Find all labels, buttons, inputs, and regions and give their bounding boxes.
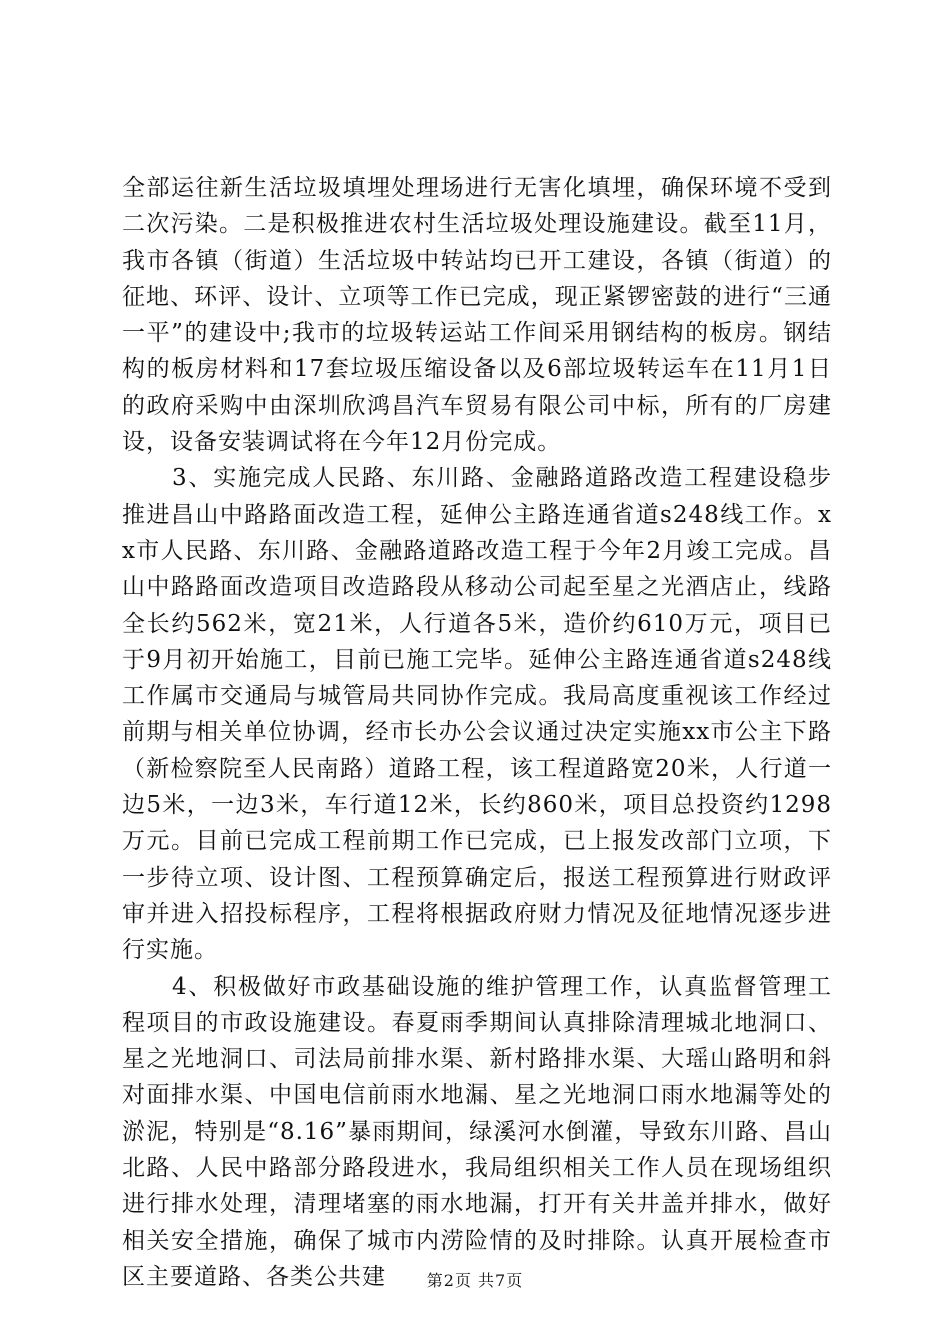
paragraph-3: 4、积极做好市政基础设施的维护管理工作，认真监督管理工程项目的市政设施建设。春夏雨季期间认真排除清理城北地洞口、星之光地洞口、司法局前排水渠、新村路排水渠、大瑶山路明和斜对面排水渠、中国电信前雨水地漏、星之光地洞口雨水地漏等处的淤泥，特别是“8.16”暴雨期间，绿溪河水倒灌，导致东川路、昌山北路、人民中路部分路段进水，我局组织相关工作人员在现场组织进行排水处理，清理堵塞的雨水地漏，打开有关井盖并排水，做好相关安全措施，确保了城市内涝险情的及时排除。认真开展检查市区主要道路、各类公共建 [122, 973, 832, 1290]
paragraph-1: 全部运往新生活垃圾填埋处理场进行无害化填埋，确保环境不受到二次污染。二是积极推进农村生活垃圾处理设施建设。截至11月，我市各镇（街道）生活垃圾中转站均已开工建设，各镇（街道）的征地、环评、设计、立项等工作已完成，现正紧锣密鼓的进行“三通一平”的建设中;我市的垃圾转运站工作间采用钢结构的板房。钢结构的板房材料和17套垃圾压缩设备以及6部垃圾转运车在11月1日的政府采购中由深圳欣鸿昌汽车贸易有限公司中标，所有的厂房建设，设备安装调试将在今年12月份完成。 [122, 175, 832, 456]
paragraph-2: 3、实施完成人民路、东川路、金融路道路改造工程建设稳步推进昌山中路路面改造工程，延伸公主路连通省道s248线工作。xx市人民路、东川路、金融路道路改造工程于今年2月竣工完成。昌山中路路面改造项目改造路段从移动公司起至星之光酒店止，线路全长约562米，宽21米，人行道各5米，造价约610万元，项目已于9月初开始施工，目前已施工完毕。延伸公主路连通省道s248线工作属市交通局与城管局共同协作完成。我局高度重视该工作经过前期与相关单位协调，经市长办公会议通过决定实施xx市公主下路（新检察院至人民南路）道路工程，该工程道路宽20米，人行道一边5米，一边3米，车行道12米，长约860米，项目总投资约1298万元。目前已完成工程前期工作已完成，已上报发改部门立项，下一步待立项、设计图、工程预算确定后，报送工程预算进行财政评审并进入招投标程序，工程将根据政府财力情况及征地情况逐步进行实施。 [122, 465, 832, 964]
document-body [122, 170, 832, 1295]
page-footer: 第2页 共7页 [426, 1271, 524, 1290]
